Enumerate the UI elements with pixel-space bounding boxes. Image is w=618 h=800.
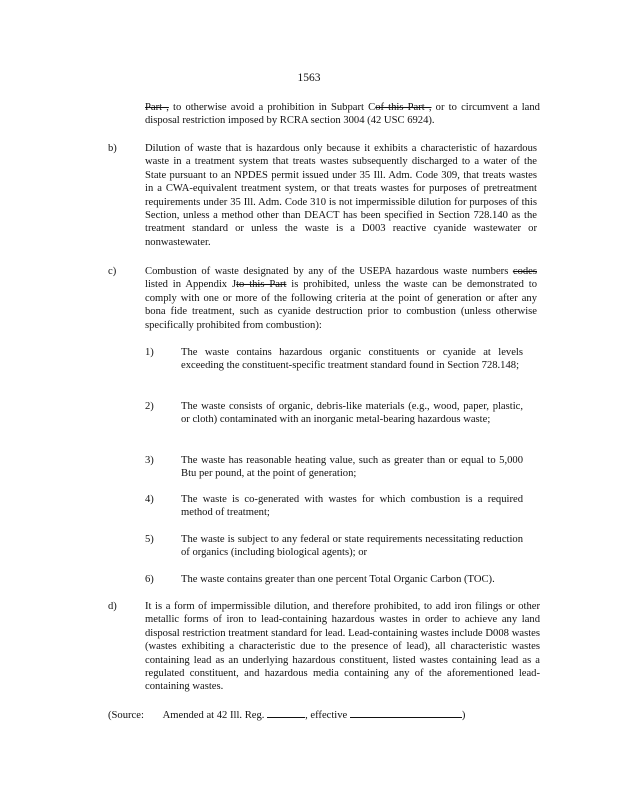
list-item-marker: 6)	[145, 574, 154, 585]
section-c-text-part1: Combustion of waste designated by any of the USEPA hazardous waste numbers	[145, 266, 513, 277]
section-c-text	[145, 265, 537, 332]
section-b-text: Dilution of waste that is hazardous only because it exhibits a characteristic of hazardous waste in a treatment system that treats wastes subsequently discharged to a water of the State pursuant to an NPDES permit issued under 35 Ill. Adm. Code 309, that treats wastes in a CWA-equivalent treatment system, or that treats wastes for purposes of pretreatment requirements under 35 Ill. Adm. Code 310 is not impermissible dilution for purposes of this Section, unless a method other than DEACT has been specified in Section 728.140 as the treatment standard or unless the waste is a D003 reactive cyanide wastewater or nonwastewater.	[145, 143, 537, 248]
source-note	[108, 706, 465, 723]
list-item-text: The waste contains greater than one percent Total Organic Carbon (TOC).	[181, 574, 495, 585]
list-item-text: The waste is co-generated with wastes for which combustion is a required method of treatment;	[181, 494, 523, 519]
list-item-marker: 5)	[145, 534, 154, 545]
reg-page-blank	[267, 706, 305, 718]
intro-paragraph	[145, 101, 540, 128]
section-d-text: It is a form of impermissible dilution, and therefore prohibited, to add iron filings or other metallic forms of iron to lead-containing hazardous wastes in order to achieve any land disposal restriction treatment standard for lead. Lead-containing wastes include D008 wastes (wastes exhibiting a characteristic due to the presence of lead), all characteristic wastes containing lead as an underlying hazardous constituent, listed wastes containing lead as a regulated constituent, and hazardous media containing any of the aforementioned lead-containing wastes.	[145, 601, 540, 693]
source-label: (Source:	[108, 710, 144, 721]
section-c-strikethrough-codes: codes	[512, 266, 537, 277]
effective-date-blank	[350, 706, 462, 718]
source-effective-text: , effective	[305, 710, 348, 721]
section-c-text-part3: is prohibited, unless the waste can be demonstrated to comply with one or more of the following criteria at the point of generation or after any bona fide treatment, such as cyanide destruction prior to combustion (unless otherwise specifically prohibited from combustion):	[145, 279, 537, 331]
intro-text-part2: or to circumvent a land disposal restriction imposed by RCRA section 3004 (42 USC 6924).	[145, 102, 540, 127]
list-item-marker: 3)	[145, 455, 154, 466]
section-b-marker: b)	[108, 143, 117, 154]
list-item-text: The waste is subject to any federal or state requirements necessitating reduction of organics (including biological agents); or	[181, 534, 523, 559]
page-number: 1563	[297, 72, 321, 84]
list-item-text: The waste contains hazardous organic constituents or cyanide at levels exceeding the constituent-specific treatment standard found in Section 728.148;	[181, 347, 523, 372]
intro-strikethrough-part: Part ,	[145, 102, 169, 113]
source-amended-text: Amended at 42 Ill. Reg.	[162, 710, 265, 721]
list-item-marker: 1)	[145, 347, 154, 358]
section-c-text-part2: listed in Appendix J	[145, 279, 237, 291]
section-d-marker: d)	[108, 601, 117, 612]
list-item-marker: 4)	[145, 494, 154, 505]
list-item-marker: 2)	[145, 401, 154, 412]
list-item-text: The waste consists of organic, debris-like materials (e.g., wood, paper, plastic, or cloth) contaminated with an inorganic metal-bearing hazardous waste;	[181, 401, 523, 426]
source-close-paren: )	[461, 710, 466, 721]
list-item-text: The waste has reasonable heating value, such as greater than or equal to 5,000 Btu per pound, at the point of generation;	[181, 455, 523, 480]
section-c-marker: c)	[108, 266, 117, 277]
section-c-strikethrough-to-this-part: to this Part	[236, 279, 287, 291]
intro-strikethrough-of-this-part: of this Part ,	[375, 102, 432, 113]
intro-text-part1: to otherwise avoid a prohibition in Subpart C	[168, 102, 376, 113]
